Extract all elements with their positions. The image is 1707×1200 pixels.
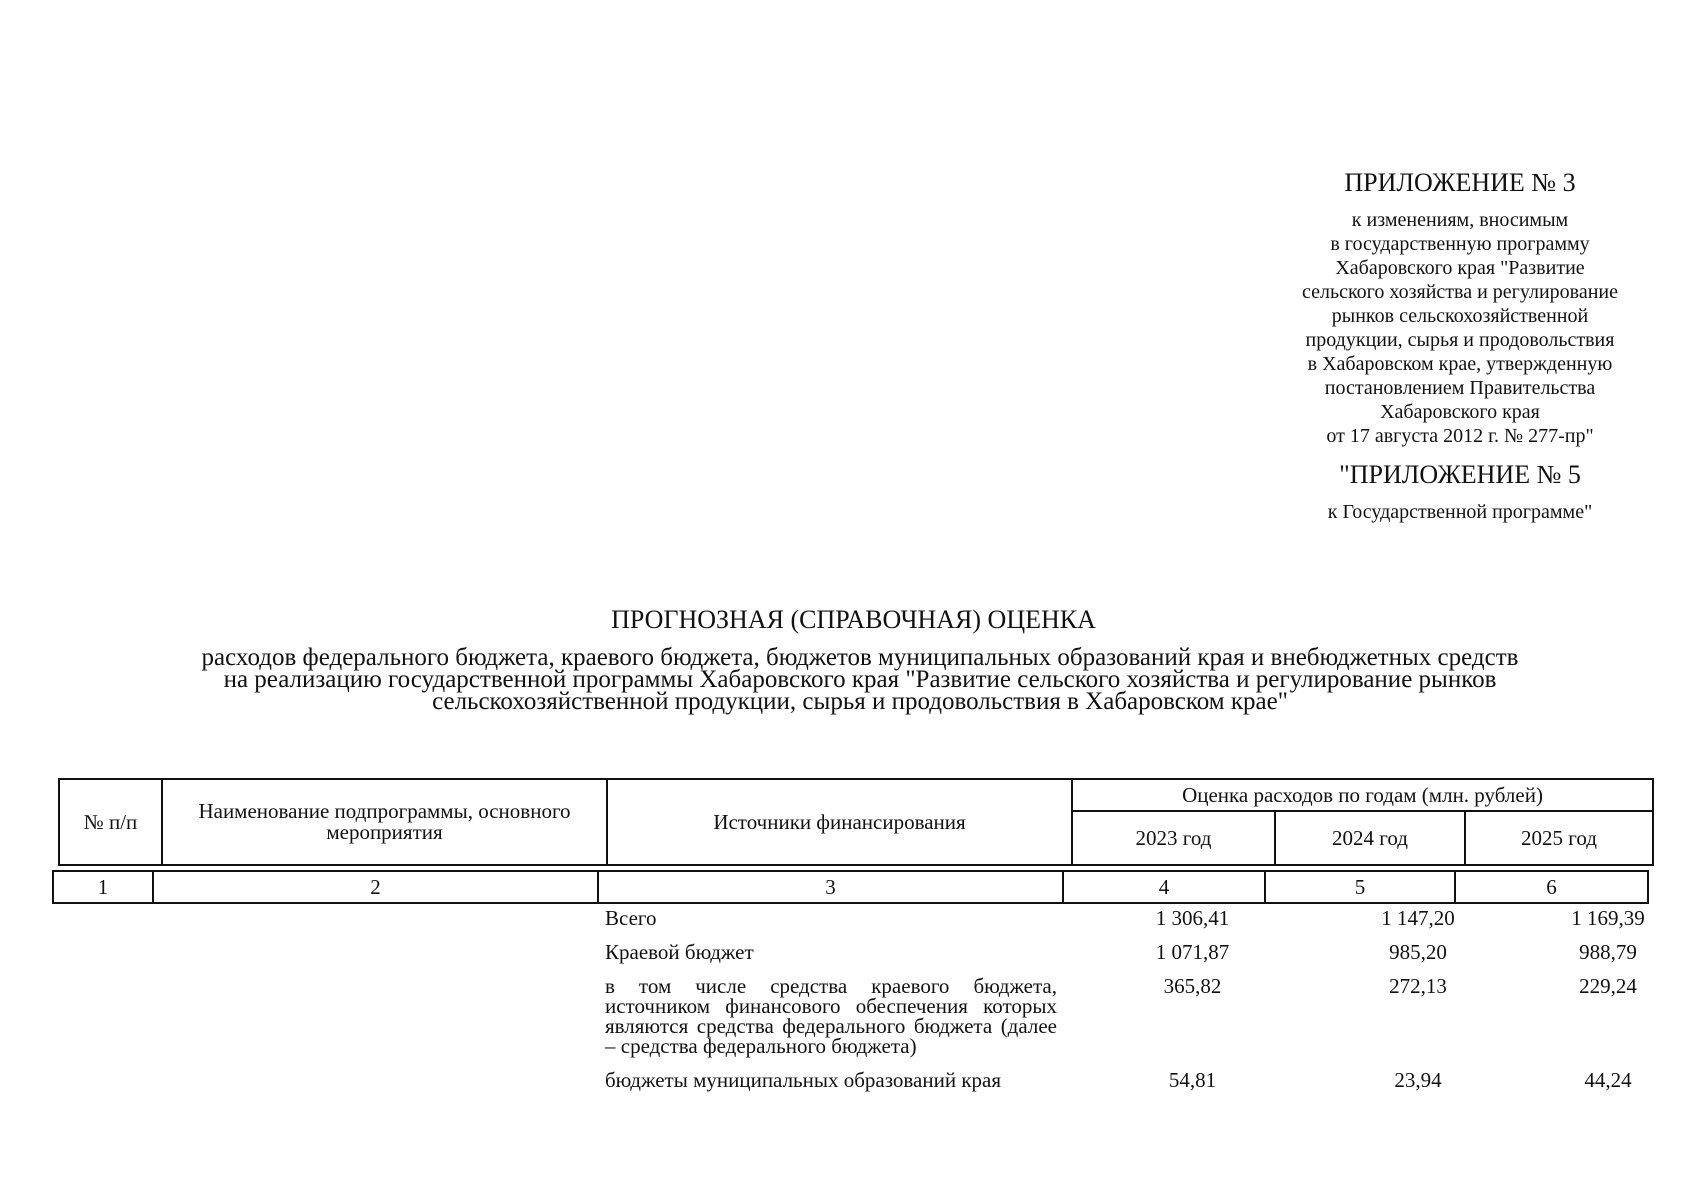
appendix-subtitle-2: к Государственной программе" [1327, 501, 1593, 523]
column-number: 1 [53, 871, 153, 903]
row-value-2024: 23,94 [1394, 1068, 1442, 1092]
row-value-2023: 54,81 [1168, 1068, 1217, 1092]
column-number: 6 [1455, 871, 1648, 903]
subtitle-line: расходов федерального бюджета, краевого бюджета, бюджетов муниципальных образований края и внебюджетных средств [201, 644, 1519, 671]
appendix-line: продукции, сырья и продовольствия [1305, 329, 1615, 351]
appendix-line: Хабаровского края [1380, 401, 1540, 423]
row-value-2025: 44,24 [1584, 1068, 1632, 1092]
row-value-2024: 272,13 [1389, 974, 1447, 998]
row-value-2024: 985,20 [1389, 940, 1447, 964]
column-number: 3 [598, 871, 1063, 903]
subtitle-line: на реализацию государственной программы Хабаровского края "Развитие сельского хозяйства и регулирование рынков [223, 666, 1497, 693]
subtitle-line: сельскохозяйственной продукции, сырья и продовольствия в Хабаровском крае" [432, 688, 1288, 715]
appendix-line: постановлением Правительства [1324, 377, 1596, 399]
appendix-line: в Хабаровском крае, утвержденную [1307, 353, 1613, 375]
row-source: в том числе средства краевого бюджета, источником финансового обеспечения которых являются средства федерального бюджета (далее – средства федерального бюджета) [605, 974, 1057, 1058]
appendix-line: к изменениям, вносимым [1351, 209, 1569, 231]
header-name: Наименование подпрограммы, основного мероприятия [162, 779, 607, 865]
appendix-line: от 17 августа 2012 г. № 277-пр" [1326, 425, 1594, 447]
column-number: 4 [1063, 871, 1265, 903]
header-estimate: Оценка расходов по годам (млн. рублей) [1072, 779, 1653, 811]
table-body [605, 908, 1705, 1104]
row-source: Всего [605, 906, 657, 930]
appendix-line: Хабаровского края "Развитие [1335, 257, 1585, 279]
appendix-title-2: "ПРИЛОЖЕНИЕ № 5 [1339, 460, 1581, 489]
appendix-line: в государственную программу [1330, 233, 1590, 255]
row-value-2023: 1 071,87 [1155, 940, 1230, 964]
column-numbers [52, 870, 1649, 904]
appendix-line: сельского хозяйства и регулирование [1301, 281, 1619, 303]
appendix-line: рынков сельскохозяйственной [1331, 305, 1589, 327]
header-year-2025: 2025 год [1465, 811, 1653, 865]
document-subtitle [90, 644, 1630, 715]
column-number: 2 [153, 871, 598, 903]
row-value-2025: 988,79 [1579, 940, 1637, 964]
table-row [605, 1070, 1705, 1090]
table-header [58, 778, 1654, 866]
document-title: ПРОГНОЗНАЯ (СПРАВОЧНАЯ) ОЦЕНКА [611, 605, 1096, 634]
table-row [605, 942, 1705, 962]
appendix-text [1240, 208, 1680, 448]
row-source: бюджеты муниципальных образований края [605, 1068, 1002, 1092]
table-row [605, 908, 1705, 928]
row-value-2023: 365,82 [1163, 974, 1222, 998]
row-value-2023: 1 306,41 [1155, 906, 1230, 930]
row-value-2025: 229,24 [1579, 974, 1637, 998]
appendix-block [1240, 168, 1680, 524]
row-source: Краевой бюджет [605, 940, 754, 964]
table-row [605, 976, 1705, 1056]
row-value-2024: 1 147,20 [1381, 906, 1455, 930]
header-year-2023: 2023 год [1072, 811, 1275, 865]
row-value-2025: 1 169,39 [1571, 906, 1645, 930]
header-year-2024: 2024 год [1275, 811, 1465, 865]
appendix-title: ПРИЛОЖЕНИЕ № 3 [1344, 168, 1576, 197]
header-num: № п/п [59, 779, 162, 865]
header-source: Источники финансирования [607, 779, 1072, 865]
column-number: 5 [1265, 871, 1455, 903]
